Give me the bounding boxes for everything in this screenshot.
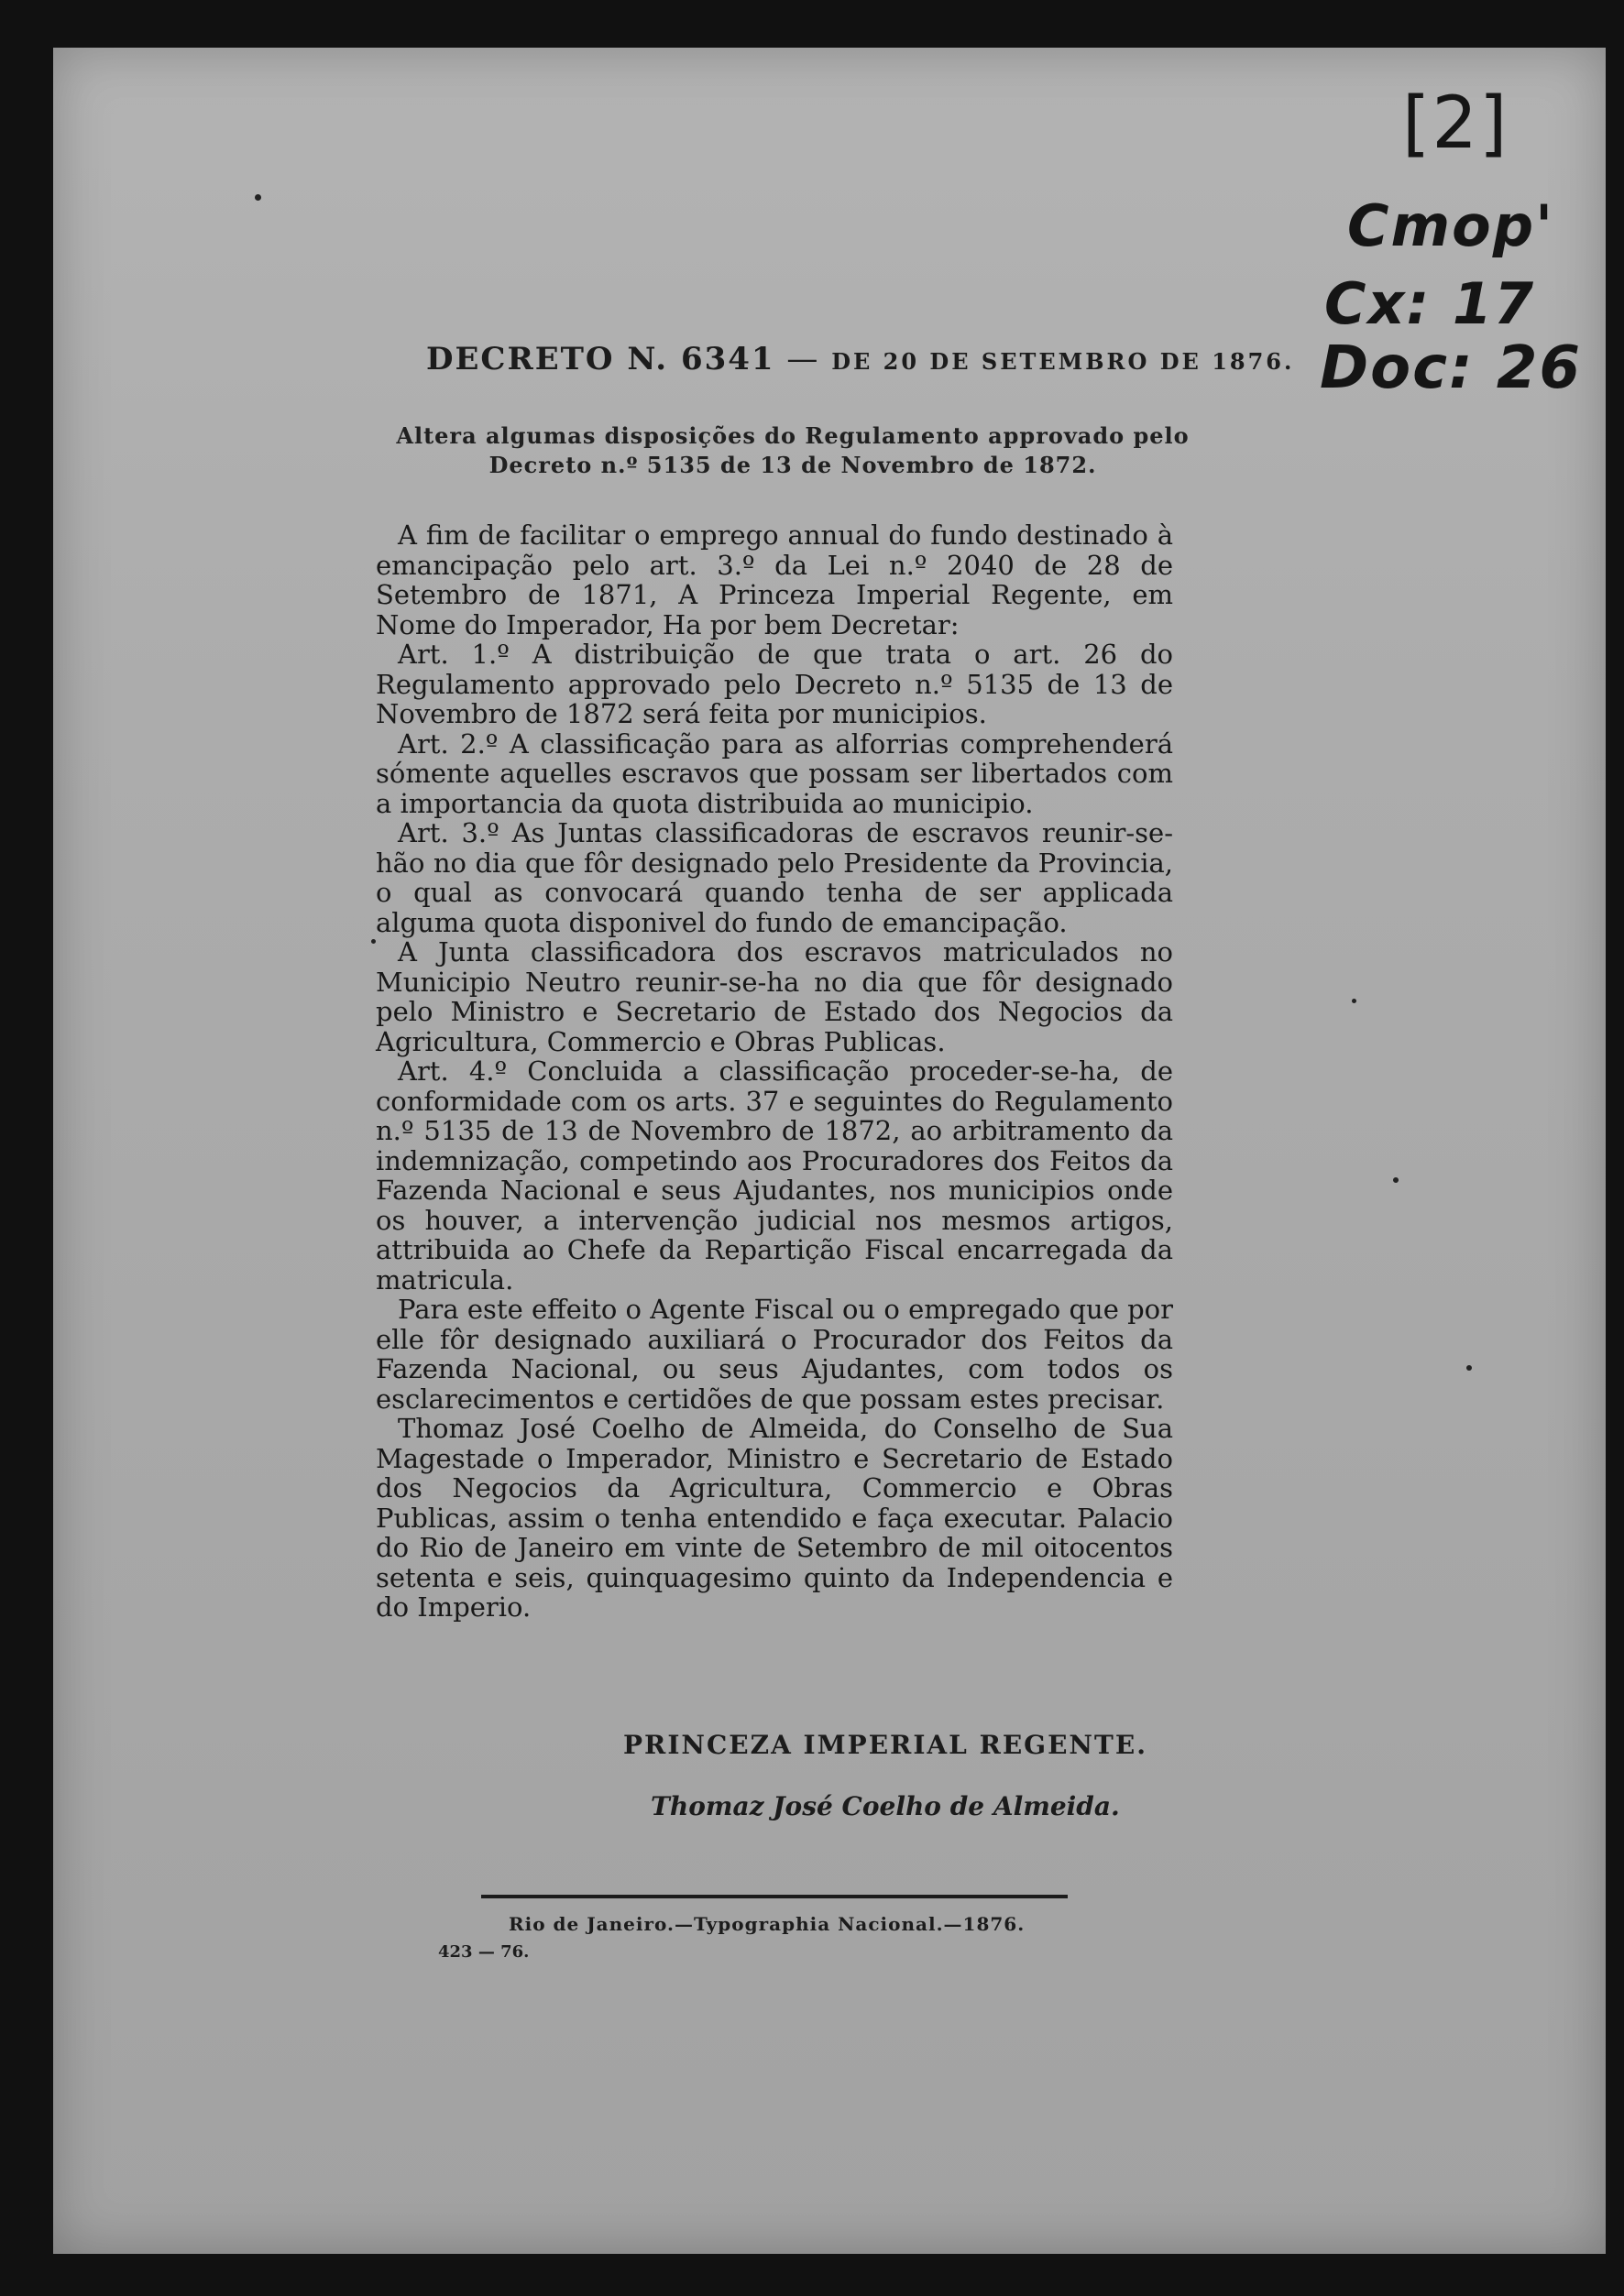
- article-1: Art. 1.º A distribuição de que trata o art. 26 do Regulamento approvado pelo Decreto n.º 5135 de 13 de Novembro de 1872 será feita por municipios.: [376, 639, 1173, 729]
- decree-title: [426, 341, 1295, 377]
- decree-number: DECRETO N. 6341: [426, 341, 775, 377]
- article-4: Art. 4.º Concluida a classificação proceder-se-ha, de conformidade com os arts. 37 e seguintes do Regulamento n.º 5135 de 13 de Novembro de 1872, ao arbitramento da indemnização, competindo aos Procuradores dos Feitos da Fazenda Nacional e seus Ajudantes, nos municipios onde os houver, a intervenção judicial nos mesmos artigos, attribuida ao Chefe da Repartição Fiscal encarregada da matricula.: [376, 1055, 1173, 1296]
- printer-imprint: Rio de Janeiro.—Typographia Nacional.—1876.: [509, 1913, 1026, 1935]
- article-2: Art. 2.º A classificação para as alforrias comprehenderá sómente aquelles escravos que possam ser libertados com a importancia da quota distribuida ao municipio.: [376, 727, 1173, 819]
- article-3: Art. 3.º As Juntas classificadoras de escravos reunir-se-hão no dia que fôr designado pelo Presidente da Provincia, o qual as convocará quando tenha de ser applicada alguma quota disponivel do fundo de emancipação.: [376, 817, 1173, 938]
- signature-regent: PRINCEZA IMPERIAL REGENTE.: [623, 1730, 1147, 1760]
- dust-speck: [371, 939, 376, 944]
- preamble-paragraph: A fim de facilitar o emprego annual do fundo destinado à emancipação pelo art. 3.º da Lei n.º 2040 de 28 de Setembro de 1871, A Princeza Imperial Regente, em Nome do Imperador, Ha por bem Decretar:: [376, 519, 1173, 640]
- article-4-paragraph: Para este effeito o Agente Fiscal ou o empregado que por elle fôr designado auxiliará o Procurador dos Feitos da Fazenda Nacional, ou seus Ajudantes, com todos os esclarecimentos e certidões de que possam estes precisar.: [376, 1294, 1173, 1415]
- archive-note-number: [2]: [1402, 82, 1509, 165]
- archive-note-collection: Cmop': [1347, 192, 1555, 259]
- dust-speck: [1352, 999, 1356, 1003]
- article-3-paragraph: A Junta classificadora dos escravos matriculados no Municipio Neutro reunir-se-ha no dia que fôr designado pelo Ministro e Secretario de Estado dos Negocios da Agricultura, Commercio e Obras Publicas.: [376, 936, 1173, 1057]
- closing-paragraph: Thomaz José Coelho de Almeida, do Conselho de Sua Magestade o Imperador, Ministro e Secretario de Estado dos Negocios da Agricultura, Commercio e Obras Publicas, assim o tenha entendido e faça executar. Palacio do Rio de Janeiro em vinte de Setembro de mil oitocentos setenta e seis, quinquagesimo quinto da Independencia e do Imperio.: [376, 1413, 1173, 1623]
- decree-dash: —: [774, 341, 832, 377]
- decree-date: DE 20 DE SETEMBRO DE 1876.: [831, 348, 1295, 375]
- print-code: 423 — 76.: [438, 1942, 530, 1962]
- archive-note-box: Cx: 17: [1324, 270, 1536, 337]
- decree-body: [376, 520, 1173, 1623]
- dust-speck: [255, 194, 261, 201]
- dust-speck: [1466, 1365, 1472, 1371]
- dust-speck: [1393, 1177, 1399, 1183]
- archive-note-doc: Doc: 26: [1320, 334, 1582, 402]
- decree-summary: Altera algumas disposições do Regulamento approvado pelo Decreto n.º 5135 de 13 de Novembro de 1872.: [396, 422, 1190, 478]
- signature-minister: Thomaz José Coelho de Almeida.: [651, 1791, 1120, 1821]
- imprint-rule: [481, 1895, 1068, 1898]
